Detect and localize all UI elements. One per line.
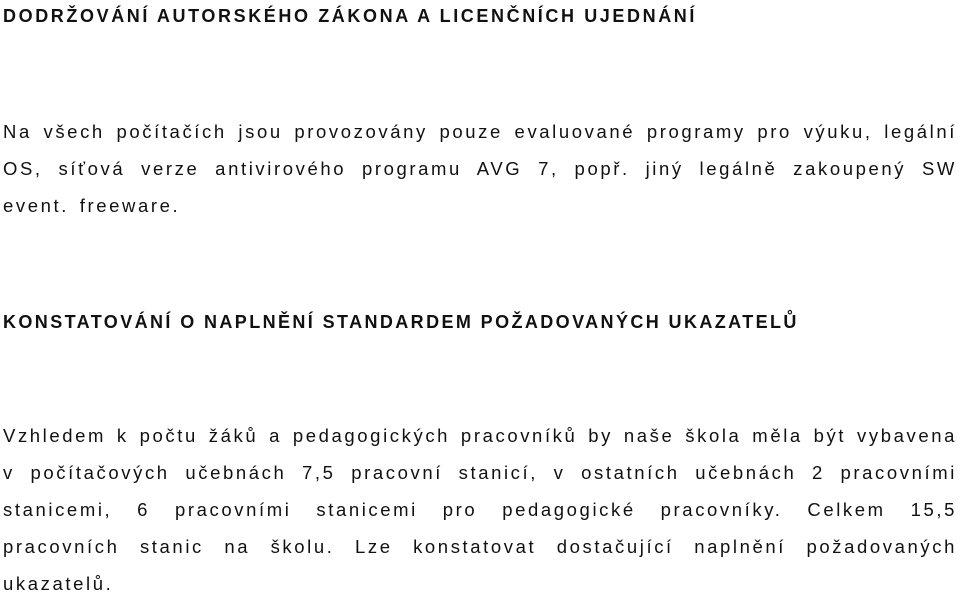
paragraph-standards: Vzhledem k počtu žáků a pedagogických pracovníků by naše škola měla být vybavena v počítačových učebnách 7,5 pracovní stanicí, v ostatních učebnách 2 pracovními stanicemi, 6 pracovními stanicemi pro pedagogické pracovníky. Celkem 15,5 pracovních stanic na školu. Lze konstatovat dostačující naplnění požadovaných ukazatelů. — [3, 425, 957, 594]
paragraph-copyright: Na všech počítačích jsou provozovány pouze evaluované programy pro výuku, legální OS, síťová verze antivirového programu AVG 7, popř. jiný legálně zakoupený SW event. freeware. — [3, 121, 957, 216]
section-heading-standards: KONSTATOVÁNÍ O NAPLNĚNÍ STANDARDEM POŽADOVANÝCH UKAZATELŮ — [3, 312, 799, 332]
section-heading-copyright: DODRŽOVÁNÍ AUTORSKÉHO ZÁKONA A LICENČNÍCH UJEDNÁNÍ — [3, 6, 698, 26]
